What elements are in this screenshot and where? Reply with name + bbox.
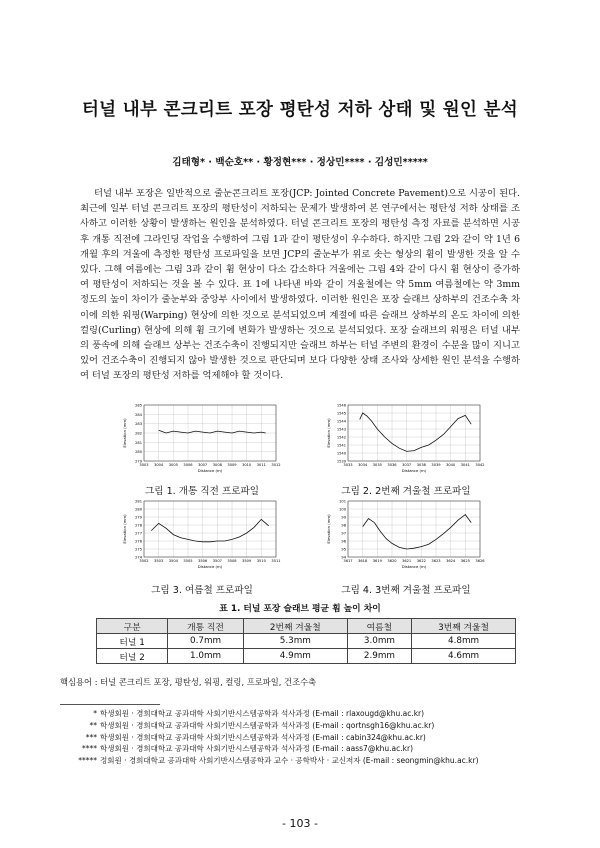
table-header-cell: 3번째 겨울철	[412, 619, 516, 634]
figure-2-caption: 그림 2. 2번째 겨울철 프로파일	[341, 486, 471, 497]
table-row	[97, 649, 516, 664]
x-tick-label: 3039	[431, 463, 441, 467]
table-header-cell: 여름철	[347, 619, 411, 634]
x-tick-label: 3625	[460, 559, 470, 563]
table-cell: 4.6mm	[412, 649, 516, 664]
x-tick-label: 3626	[475, 559, 485, 563]
y-tick-label: 97	[341, 531, 346, 536]
footnote-text: 학생회원 · 경희대학교 공과대학 사회기반시스템공학과 석사과정 (E-mail : aass7@khu.ac.kr)	[100, 744, 414, 754]
paper-title: 터널 내부 콘크리트 포장 평탄성 저하 상태 및 원인 분석	[81, 100, 519, 120]
y-axis-label: Elevation (mm)	[326, 514, 331, 544]
y-tick-label: 1540	[336, 451, 346, 456]
page-number: - 103 -	[282, 817, 318, 830]
footnote-mark: *****	[78, 756, 97, 766]
y-tick-label: 282	[135, 431, 142, 436]
profile-line	[151, 519, 268, 541]
y-tick-label: 279	[135, 515, 142, 520]
footnote	[60, 708, 479, 720]
y-tick-label: 1546	[336, 403, 346, 408]
y-tick-label: 94	[341, 555, 346, 560]
footnote-text: 학생회원 · 경희대학교 공과대학 사회기반시스템공학과 석사과정 (E-mail : qortnsgh16@khu.ac.kr)	[100, 720, 435, 730]
footnote-divider	[60, 704, 160, 705]
y-tick-label: 281	[135, 440, 142, 445]
table-caption: 표 1. 터널 포장 슬래브 평균 휨 높이 차이	[219, 604, 381, 614]
y-tick-label: 1541	[336, 443, 346, 448]
table-header-cell: 개통 직전	[168, 619, 244, 634]
table-cell: 4.9mm	[243, 649, 347, 664]
y-tick-label: 1545	[336, 411, 346, 416]
x-tick-label: 3505	[183, 559, 193, 563]
x-tick-label: 3623	[431, 559, 441, 563]
x-tick-label: 3618	[358, 559, 368, 563]
table-row	[97, 634, 516, 649]
x-tick-label: 3007	[198, 463, 208, 467]
footnote	[60, 720, 479, 732]
footnote-text: 학생회원 · 경희대학교 공과대학 사회기반시스템공학과 석사과정 (E-mail : cabin324@khu.ac.kr)	[100, 732, 426, 742]
table-header-cell: 2번째 겨울철	[243, 619, 347, 634]
figure-4-chart	[326, 497, 484, 579]
y-tick-label: 280	[135, 507, 142, 512]
footnote-text: 학생회원 · 경희대학교 공과대학 사회기반시스템공학과 석사과정 (E-mail : rlaxougd@khu.ac.kr)	[100, 709, 425, 718]
figure-1-chart	[122, 401, 280, 483]
table-cell: 2.9mm	[347, 649, 411, 664]
figure-1-caption: 그림 1. 개통 직전 프로파일	[144, 486, 260, 497]
y-tick-label: 279	[135, 459, 142, 464]
x-tick-label: 3008	[212, 463, 222, 467]
profile-line	[363, 515, 472, 549]
y-axis-label: Elevation (mm)	[122, 514, 127, 544]
table-cell: 5.3mm	[243, 634, 347, 649]
x-tick-label: 3003	[139, 463, 149, 467]
y-axis-label: Elevation (mm)	[326, 418, 331, 448]
deflection-table	[96, 618, 516, 664]
x-tick-label: 3010	[242, 463, 252, 467]
x-tick-label: 3009	[227, 463, 237, 467]
plot-frame	[144, 501, 276, 557]
x-tick-label: 3503	[154, 559, 164, 563]
figure-2-chart	[326, 401, 484, 483]
plot-frame	[348, 405, 480, 461]
x-tick-label: 3620	[387, 559, 397, 563]
x-tick-label: 3041	[460, 463, 470, 467]
table-cell: 4.8mm	[412, 634, 516, 649]
y-tick-label: 275	[135, 547, 142, 552]
figure-4-caption: 그림 4. 3번째 겨울철 프로파일	[341, 585, 471, 596]
footnote-mark: ****	[82, 744, 97, 754]
x-tick-label: 3036	[387, 463, 397, 467]
x-tick-label: 3508	[227, 559, 237, 563]
y-tick-label: 1544	[336, 419, 346, 424]
y-tick-label: 283	[135, 422, 142, 427]
y-tick-label: 95	[341, 547, 346, 552]
y-tick-label: 285	[135, 403, 142, 408]
x-tick-label: 3033	[343, 463, 353, 467]
x-tick-label: 3510	[256, 559, 266, 563]
footnote-mark: ***	[85, 732, 97, 742]
table-cell: 터널 2	[97, 649, 168, 664]
x-tick-label: 3006	[183, 463, 193, 467]
y-tick-label: 281	[135, 499, 142, 504]
author-list: 김태형* · 백순호** · 황정현*** · 정상민**** · 김성민*****	[172, 157, 428, 168]
x-tick-label: 3012	[271, 463, 281, 467]
y-tick-label: 1543	[336, 427, 346, 432]
footnote	[60, 743, 479, 755]
table-header-row	[97, 619, 516, 634]
x-tick-label: 3038	[416, 463, 426, 467]
footnote	[60, 732, 479, 744]
table-cell: 1.0mm	[168, 649, 244, 664]
profile-line	[159, 430, 266, 433]
footnote-mark: *	[93, 709, 97, 718]
y-tick-label: 276	[135, 539, 142, 544]
table-header-cell: 구분	[97, 619, 168, 634]
x-axis-label: Distance (m)	[197, 564, 223, 569]
x-axis-label: Distance (m)	[197, 468, 223, 473]
y-axis-label: Elevation (mm)	[122, 418, 127, 448]
x-tick-label: 3042	[475, 463, 485, 467]
x-tick-label: 3502	[139, 559, 149, 563]
y-tick-label: 277	[135, 531, 142, 536]
x-axis-label: Distance (m)	[401, 564, 427, 569]
table-cell: 터널 1	[97, 634, 168, 649]
footnote-mark: **	[89, 720, 97, 730]
x-tick-label: 3511	[271, 559, 281, 563]
keywords: 핵심용어 : 터널 콘크리트 포장, 평탄성, 워핑, 컬링, 프로파일, 건조수축	[60, 677, 317, 687]
y-tick-label: 284	[135, 412, 142, 417]
x-tick-label: 3622	[416, 559, 426, 563]
y-tick-label: 96	[341, 539, 346, 544]
footnote-list	[60, 708, 479, 767]
y-tick-label: 1542	[336, 435, 346, 440]
abstract-body: 터널 내부 포장은 일반적으로 줄눈콘크리트 포장(JCP: Jointed Concrete Pavement)으로 시공이 된다. 최근에 일부 터널 콘크리트 포장의 평탄성이 저하되는 문제가 발생하여 본 연구에서는 평탄성 저하 상태를 조사하고 이러한 상황이 발생하는 원인을 분석하였다. 터널 콘크리트 포장의 평탄성 측정 자료를 분석하면 시공 후 개통 직전에 그라인딩 작업을 수행하여 그림 1과 같이 평탄성이 우수하다. 하지만 그림 2와 같이 약 1년 6개월 후의 겨울에 측정한 평탄성 프로파일을 보면 JCP의 줄눈부가 위로 솟는 형상의 휨이 발생한 것을 알 수 있다. 그해 여름에는 그림 3과 같이 휨 현상이 다소 감소하다 겨울에는 그림 4와 같이 다시 휨 현상이 증가하여 평탄성이 저하되는 것을 볼 수 있다. 표 1에 나타낸 바와 같이 겨울철에는 약 5mm 여름철에는 약 3mm 정도의 높이 차이가 줄눈부와 중앙부 사이에서 발생하였다. 이러한 원인은 포장 슬래브 상하부의 건조수축 차이에 의한 워핑(Warping) 현상에 의한 것으로 분석되었으며 계절에 따른 슬래브 상하부의 온도 차이에 의한 컬링(Curling) 현상에 의해 휨 크기에 변화가 발생하는 것으로 분석되었다. 포장 슬래브의 워핑은 터널 내부의 풍속에 의해 슬래브 상부는 건조수축이 진행되지만 슬래브 하부는 터널 주변의 환경이 수분을 많이 지니고 있어 건조수축이 진행되지 않아 발생한 것으로 판단되며 보다 다양한 상태 조사와 상세한 원인 분석을 수행하여 터널 포장의 평탄성 저하를 억제해야 할 것이다.	[80, 188, 520, 382]
footnote	[60, 755, 479, 767]
x-tick-label: 3035	[372, 463, 382, 467]
y-tick-label: 1539	[336, 459, 346, 464]
x-tick-label: 3617	[343, 559, 353, 563]
y-tick-label: 100	[339, 507, 346, 512]
y-tick-label: 274	[135, 555, 142, 560]
y-tick-label: 280	[135, 450, 142, 455]
x-tick-label: 3037	[402, 463, 412, 467]
y-tick-label: 99	[341, 515, 346, 520]
x-tick-label: 3509	[242, 559, 252, 563]
x-tick-label: 3619	[372, 559, 382, 563]
x-tick-label: 3621	[402, 559, 412, 563]
profile-line	[360, 413, 472, 451]
x-tick-label: 3506	[198, 559, 208, 563]
x-tick-label: 3624	[446, 559, 456, 563]
x-tick-label: 3504	[168, 559, 178, 563]
x-axis-label: Distance (m)	[401, 468, 427, 473]
footnote-text: 정회원 · 경희대학교 공과대학 사회기반시스템공학과 교수 · 공학박사 · 교신저자 (E-mail : seongmin@khu.ac.kr)	[100, 756, 479, 766]
y-tick-label: 278	[135, 523, 142, 528]
x-tick-label: 3011	[256, 463, 266, 467]
table-cell: 3.0mm	[347, 634, 411, 649]
figure-3-caption: 그림 3. 여름철 프로파일	[151, 585, 253, 596]
x-tick-label: 3004	[154, 463, 164, 467]
figure-3-chart	[122, 497, 280, 579]
x-tick-label: 3040	[446, 463, 456, 467]
x-tick-label: 3507	[212, 559, 222, 563]
y-tick-label: 98	[341, 523, 346, 528]
table-cell: 0.7mm	[168, 634, 244, 649]
x-tick-label: 3034	[358, 463, 368, 467]
y-tick-label: 101	[339, 499, 346, 504]
x-tick-label: 3005	[168, 463, 178, 467]
